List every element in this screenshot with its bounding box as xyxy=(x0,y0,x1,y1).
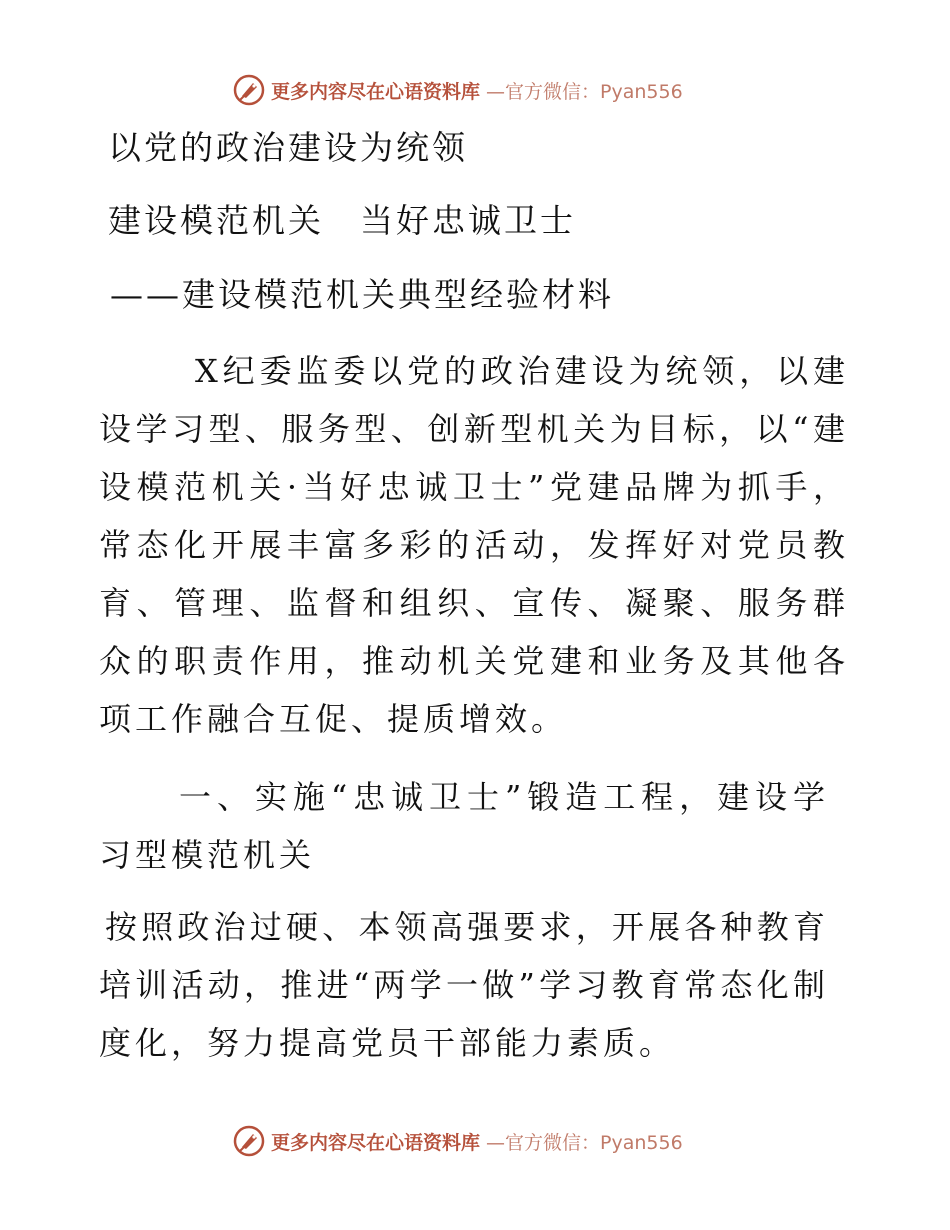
pen-nib-logo-icon xyxy=(233,1125,265,1157)
watermark-contact-text: —官方微信：Pyan556 xyxy=(486,80,683,103)
watermark-brand-text: 更多内容尽在心语资料库 xyxy=(271,1131,481,1154)
pen-nib-logo-icon xyxy=(233,74,265,106)
section-1-paragraph: 按照政治过硬、本领高强要求，开展各种教育培训活动，推进“两学一做”学习教育常态化制度化，努力提高党员干部能力素质。 xyxy=(99,908,829,1062)
document-subtitle: 建设模范机关 当好忠诚卫士 xyxy=(108,201,576,240)
section-1-heading: 一、实施“忠诚卫士”锻造工程，建设学习型模范机关 xyxy=(99,778,829,874)
watermark-brand-text: 更多内容尽在心语资料库 xyxy=(271,80,481,103)
watermark-header xyxy=(233,73,683,107)
document-title: 以党的政治建设为统领 xyxy=(108,128,468,167)
watermark-footer xyxy=(233,1124,683,1158)
intro-paragraph: X纪委监委以党的政治建设为统领，以建设学习型、服务型、创新型机关为目标，以“建设模范机关·当好忠诚卫士”党建品牌为抓手，常态化开展丰富多彩的活动，发挥好对党员教育、管理、监督和组织、宣传、凝聚、服务群众的职责作用，推动机关党建和业务及其他各项工作融合互促、提质增效。 xyxy=(99,352,849,738)
watermark-contact-text: —官方微信：Pyan556 xyxy=(486,1131,683,1154)
document-subheading: ——建设模范机关典型经验材料 xyxy=(110,275,614,314)
